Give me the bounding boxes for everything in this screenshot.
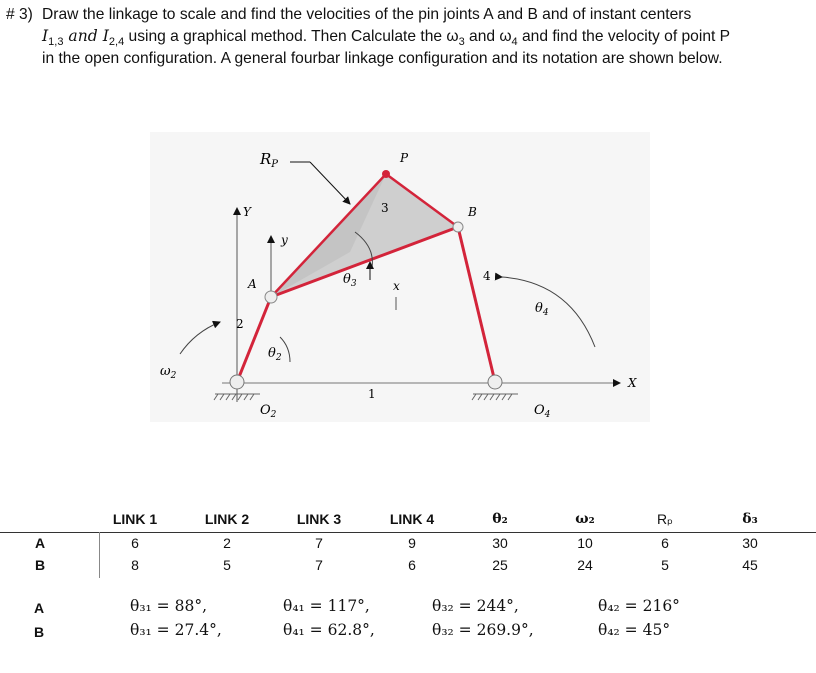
label-link1: 1 bbox=[368, 387, 376, 401]
label-link3: 3 bbox=[381, 201, 389, 215]
label-rp: $R_P$ bbox=[260, 150, 279, 170]
label-theta2: $\theta_2$ bbox=[268, 346, 282, 363]
solution-b-theta41: θ₄₁ = 62.8°, bbox=[283, 621, 375, 639]
label-omega2: $\omega_2$ bbox=[160, 364, 177, 381]
cell: 24 bbox=[577, 557, 593, 573]
figure-background bbox=[150, 132, 650, 422]
header-delta3: δ₃ bbox=[742, 511, 758, 527]
cell: 6 bbox=[408, 557, 416, 573]
header-link1: LINK 1 bbox=[112, 511, 158, 527]
solution-label-b: B bbox=[34, 624, 45, 640]
pin-a bbox=[265, 291, 277, 303]
row-label: B bbox=[34, 557, 46, 573]
cell: 2 bbox=[223, 535, 231, 551]
label-p: P bbox=[400, 151, 409, 165]
problem-line-1: Draw the linkage to scale and find the velocities of the pin joints A and B and of instant centers bbox=[42, 6, 692, 23]
fourbar-linkage-figure bbox=[150, 132, 650, 422]
row-label: A bbox=[34, 535, 46, 551]
table-header-row bbox=[0, 511, 816, 533]
cell: 10 bbox=[577, 535, 593, 551]
cell: 7 bbox=[315, 557, 323, 573]
problem-line-3: in the open configuration. A general fourbar linkage configuration and its notation are shown below. bbox=[42, 50, 723, 67]
label-x-big: X bbox=[628, 376, 637, 390]
label-a: A bbox=[248, 277, 257, 291]
header-omega2: ω₂ bbox=[575, 511, 595, 527]
cell: 6 bbox=[661, 535, 669, 551]
table-row bbox=[0, 535, 816, 555]
solution-a-theta32: θ₃₂ = 244°, bbox=[432, 597, 519, 615]
label-o4: $O_4$ bbox=[534, 403, 551, 420]
cell: 5 bbox=[223, 557, 231, 573]
solution-a-theta41: θ₄₁ = 117°, bbox=[283, 597, 370, 615]
header-link2: LINK 2 bbox=[204, 511, 250, 527]
label-link2: 2 bbox=[236, 317, 244, 331]
problem-number: # 3) bbox=[6, 6, 33, 23]
solution-b-theta32: θ₃₂ = 269.9°, bbox=[432, 621, 534, 639]
table-row bbox=[0, 557, 816, 577]
solution-a-theta31: θ₃₁ = 88°, bbox=[130, 597, 208, 615]
cell: 45 bbox=[742, 557, 758, 573]
header-link3: LINK 3 bbox=[296, 511, 342, 527]
problem-line-2: $I_{1,3}$ and $I_{2,4}$ using a graphical method. Then Calculate the $\omega_3$ and $\omega_4$ and find the velocity of point P bbox=[42, 27, 731, 49]
label-y-big: Y bbox=[243, 205, 251, 219]
solution-a-theta42: θ₄₂ = 216° bbox=[598, 597, 680, 615]
header-link4: LINK 4 bbox=[389, 511, 435, 527]
solution-b-theta31: θ₃₁ = 27.4°, bbox=[130, 621, 222, 639]
cell: 9 bbox=[408, 535, 416, 551]
point-p bbox=[382, 170, 390, 178]
label-link4: 4 bbox=[483, 269, 491, 283]
cell: 25 bbox=[492, 557, 508, 573]
cell: 5 bbox=[661, 557, 669, 573]
table-header-divider bbox=[0, 532, 816, 533]
label-b: B bbox=[468, 205, 477, 219]
cell: 7 bbox=[315, 535, 323, 551]
solution-label-a: A bbox=[34, 600, 45, 616]
label-x-small: x bbox=[393, 279, 400, 293]
cell: 8 bbox=[131, 557, 139, 573]
solution-b-theta42: θ₄₂ = 45° bbox=[598, 621, 671, 639]
cell: 6 bbox=[131, 535, 139, 551]
pin-b bbox=[453, 222, 463, 232]
header-rp: Rₚ bbox=[656, 511, 674, 527]
label-o2: $O_2$ bbox=[260, 403, 277, 420]
label-theta3: $\theta_3$ bbox=[343, 272, 357, 289]
label-theta4: $\theta_4$ bbox=[535, 301, 549, 318]
header-theta2: θ₂ bbox=[492, 511, 508, 527]
label-y-small: y bbox=[281, 233, 288, 247]
cell: 30 bbox=[492, 535, 508, 551]
cell: 30 bbox=[742, 535, 758, 551]
